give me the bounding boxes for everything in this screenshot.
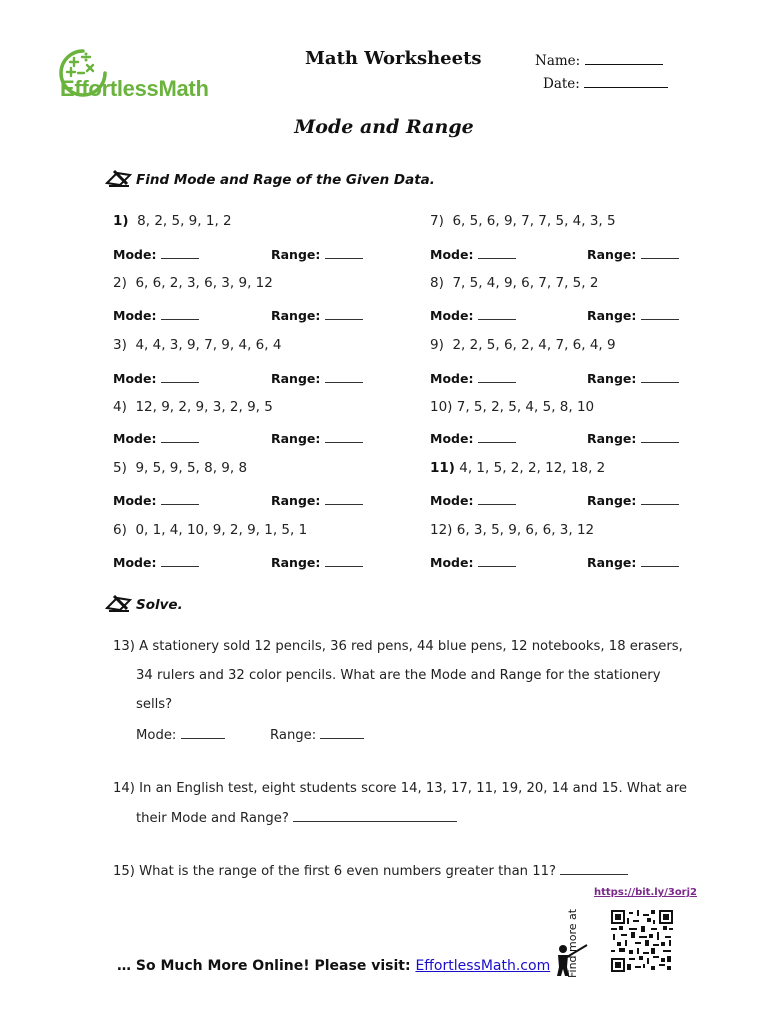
problem-12: 12) 6, 3, 5, 9, 6, 6, 3, 12 — [430, 522, 595, 538]
problem-10-mode[interactable]: Mode: — [430, 430, 516, 446]
problem-7-range[interactable]: Range: — [587, 246, 679, 262]
date-blank[interactable] — [584, 87, 668, 88]
problem-12-mode[interactable]: Mode: — [430, 554, 516, 570]
pencil-paper-icon — [105, 169, 133, 189]
word-problem-13-range[interactable]: Range: — [270, 721, 364, 751]
problem-9: 9) 2, 2, 5, 6, 2, 4, 7, 6, 4, 9 — [430, 337, 616, 353]
date-field[interactable] — [543, 76, 668, 92]
problem-4: 4) 12, 9, 2, 9, 3, 2, 9, 5 — [113, 399, 273, 415]
name-blank[interactable] — [585, 64, 663, 65]
problem-2-range[interactable]: Range: — [271, 307, 363, 323]
problem-8-range[interactable]: Range: — [587, 307, 679, 323]
word-problem-14: 14) In an English test, eight students score 14, 13, 17, 11, 19, 20, 14 and 15. What are — [113, 781, 687, 796]
problem-5-mode[interactable]: Mode: — [113, 492, 199, 508]
name-label: Name: — [535, 53, 581, 69]
word-problem-13-line3: sells? — [136, 697, 173, 712]
word-problem-14-line2[interactable]: their Mode and Range? — [136, 804, 457, 834]
short-url-link[interactable]: https://bit.ly/3orj2 — [594, 887, 698, 898]
section-solve-heading — [105, 597, 305, 619]
logo-wordmark: EffortlessMath — [60, 76, 209, 101]
problem-6-mode[interactable]: Mode: — [113, 554, 199, 570]
footer-website-link[interactable]: EffortlessMath.com — [415, 958, 551, 974]
word-problem-15[interactable]: 15) What is the range of the first 6 even numbers greater than 11? — [113, 857, 628, 887]
problem-4-mode[interactable]: Mode: — [113, 430, 199, 446]
problem-1-mode[interactable]: Mode: — [113, 246, 199, 262]
problem-1: 1) 8, 2, 5, 9, 1, 2 — [113, 213, 232, 229]
date-label: Date: — [543, 76, 580, 92]
problem-4-range[interactable]: Range: — [271, 430, 363, 446]
problem-6-range[interactable]: Range: — [271, 554, 363, 570]
name-field[interactable] — [535, 53, 663, 69]
problem-7-mode[interactable]: Mode: — [430, 246, 516, 262]
problem-11-range[interactable]: Range: — [587, 492, 679, 508]
footer-cta: … So Much More Online! Please visit: EffortlessMath.com — [117, 958, 551, 974]
problem-6: 6) 0, 1, 4, 10, 9, 2, 9, 1, 5, 1 — [113, 522, 308, 538]
problem-5-range[interactable]: Range: — [271, 492, 363, 508]
word-problem-13-mode[interactable]: Mode: — [136, 721, 225, 751]
section-find-heading — [105, 172, 505, 194]
problem-12-range[interactable]: Range: — [587, 554, 679, 570]
problem-2-mode[interactable]: Mode: — [113, 307, 199, 323]
qr-code-icon[interactable] — [611, 910, 673, 972]
problem-7: 7) 6, 5, 6, 9, 7, 7, 5, 4, 3, 5 — [430, 213, 616, 229]
problem-11-mode[interactable]: Mode: — [430, 492, 516, 508]
word-problem-13: 13) A stationery sold 12 pencils, 36 red pens, 44 blue pens, 12 notebooks, 18 erasers, — [113, 639, 683, 654]
problem-10: 10) 7, 5, 2, 5, 4, 5, 8, 10 — [430, 399, 595, 415]
worksheet-header-title: Math Worksheets — [305, 48, 482, 69]
find-more-text: Find more at — [566, 908, 579, 978]
problem-3: 3) 4, 4, 3, 9, 7, 9, 4, 6, 4 — [113, 337, 282, 353]
word-problem-13-line2: 34 rulers and 32 color pencils. What are the Mode and Range for the stationery — [136, 668, 661, 683]
section-solve-heading-text: Solve. — [136, 597, 183, 613]
page-title: Mode and Range — [294, 116, 474, 138]
problem-2: 2) 6, 6, 2, 3, 6, 3, 9, 12 — [113, 275, 273, 291]
problem-8: 8) 7, 5, 4, 9, 6, 7, 7, 5, 2 — [430, 275, 599, 291]
problem-9-mode[interactable]: Mode: — [430, 370, 516, 386]
problem-3-mode[interactable]: Mode: — [113, 370, 199, 386]
pencil-paper-icon — [105, 594, 133, 614]
problem-11: 11) 4, 1, 5, 2, 2, 12, 18, 2 — [430, 460, 606, 476]
problem-8-mode[interactable]: Mode: — [430, 307, 516, 323]
problem-9-range[interactable]: Range: — [587, 370, 679, 386]
problem-10-range[interactable]: Range: — [587, 430, 679, 446]
section-find-heading-text: Find Mode and Rage of the Given Data. — [136, 172, 435, 188]
problem-5: 5) 9, 5, 9, 5, 8, 9, 8 — [113, 460, 248, 476]
problem-3-range[interactable]: Range: — [271, 370, 363, 386]
problem-1-range[interactable]: Range: — [271, 246, 363, 262]
